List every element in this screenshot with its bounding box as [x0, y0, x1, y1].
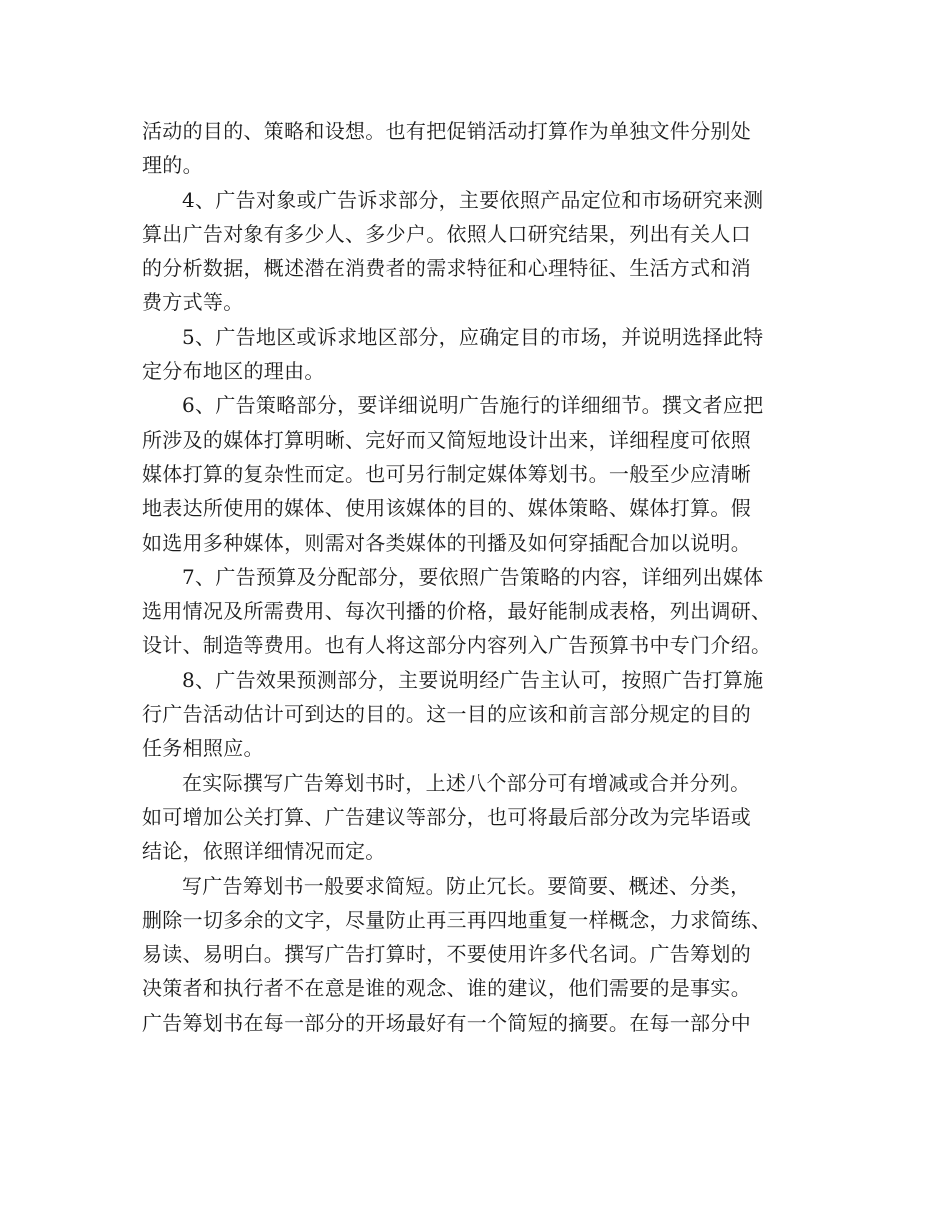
- text-line: 算出广告对象有多少人、多少户。依照人口研究结果，列出有关人口: [142, 221, 751, 246]
- paragraph-first-line: 4、广告对象或广告诉求部分，主要依照产品定位和市场研究来测: [182, 187, 764, 212]
- text-line: 地表达所使用的媒体、使用该媒体的目的、媒体策略、媒体打算。假: [142, 496, 751, 521]
- text-line: 结论，依照详细情况而定。: [142, 839, 386, 864]
- text-line: 行广告活动估计可到达的目的。这一目的应该和前言部分规定的目的: [142, 702, 751, 727]
- text-line: 设计、制造等费用。也有人将这部分内容列入广告预算书中专门介绍。: [142, 633, 772, 658]
- text-line: 删除一切多余的文字，尽量防止再三再四地重复一样概念，力求简练、: [142, 907, 772, 932]
- text-line: 选用情况及所需费用、每次刊播的价格，最好能制成表格，列出调研、: [142, 599, 772, 624]
- text-line: 所涉及的媒体打算明晰、完好而又简短地设计出来，详细程度可依照: [142, 427, 751, 452]
- text-line: 广告筹划书在每一部分的开场最好有一个简短的摘要。在每一部分中: [142, 1010, 751, 1035]
- text-line: 如可增加公关打算、广告建议等部分，也可将最后部分改为完毕语或: [142, 804, 751, 829]
- text-line: 理的。: [142, 153, 203, 178]
- text-line: 决策者和执行者不在意是谁的观念、谁的建议，他们需要的是事实。: [142, 976, 751, 1001]
- text-line: 定分布地区的理由。: [142, 359, 325, 384]
- text-line: 媒体打算的复杂性而定。也可另行制定媒体筹划书。一般至少应清晰: [142, 461, 751, 486]
- paragraph-first-line: 7、广告预算及分配部分，要依照广告策略的内容，详细列出媒体: [182, 564, 764, 589]
- text-line: 费方式等。: [142, 290, 244, 315]
- text-line: 如选用多种媒体，则需对各类媒体的刊播及如何穿插配合加以说明。: [142, 530, 751, 555]
- paragraph-first-line: 8、广告效果预测部分，主要说明经广告主认可，按照广告打算施: [182, 667, 764, 692]
- text-line: 活动的目的、策略和设想。也有把促销活动打算作为单独文件分别处: [142, 119, 751, 143]
- document-body: [142, 114, 814, 1040]
- text-line: 任务相照应。: [142, 736, 264, 761]
- paragraph-first-line: 5、广告地区或诉求地区部分，应确定目的市场，并说明选择此特: [182, 324, 764, 349]
- text-line: 易读、易明白。撰写广告打算时，不要使用许多代名词。广告筹划的: [142, 942, 751, 967]
- text-line: 的分析数据，概述潜在消费者的需求特征和心理特征、生活方式和消: [142, 256, 751, 281]
- paragraph-first-line: 在实际撰写广告筹划书时，上述八个部分可有增减或合并分列。: [182, 770, 751, 795]
- paragraph-first-line: 6、广告策略部分，要详细说明广告施行的详细细节。撰文者应把: [182, 393, 764, 418]
- paragraph-first-line: 写广告筹划书一般要求简短。防止冗长。要简要、概述、分类，: [182, 873, 751, 898]
